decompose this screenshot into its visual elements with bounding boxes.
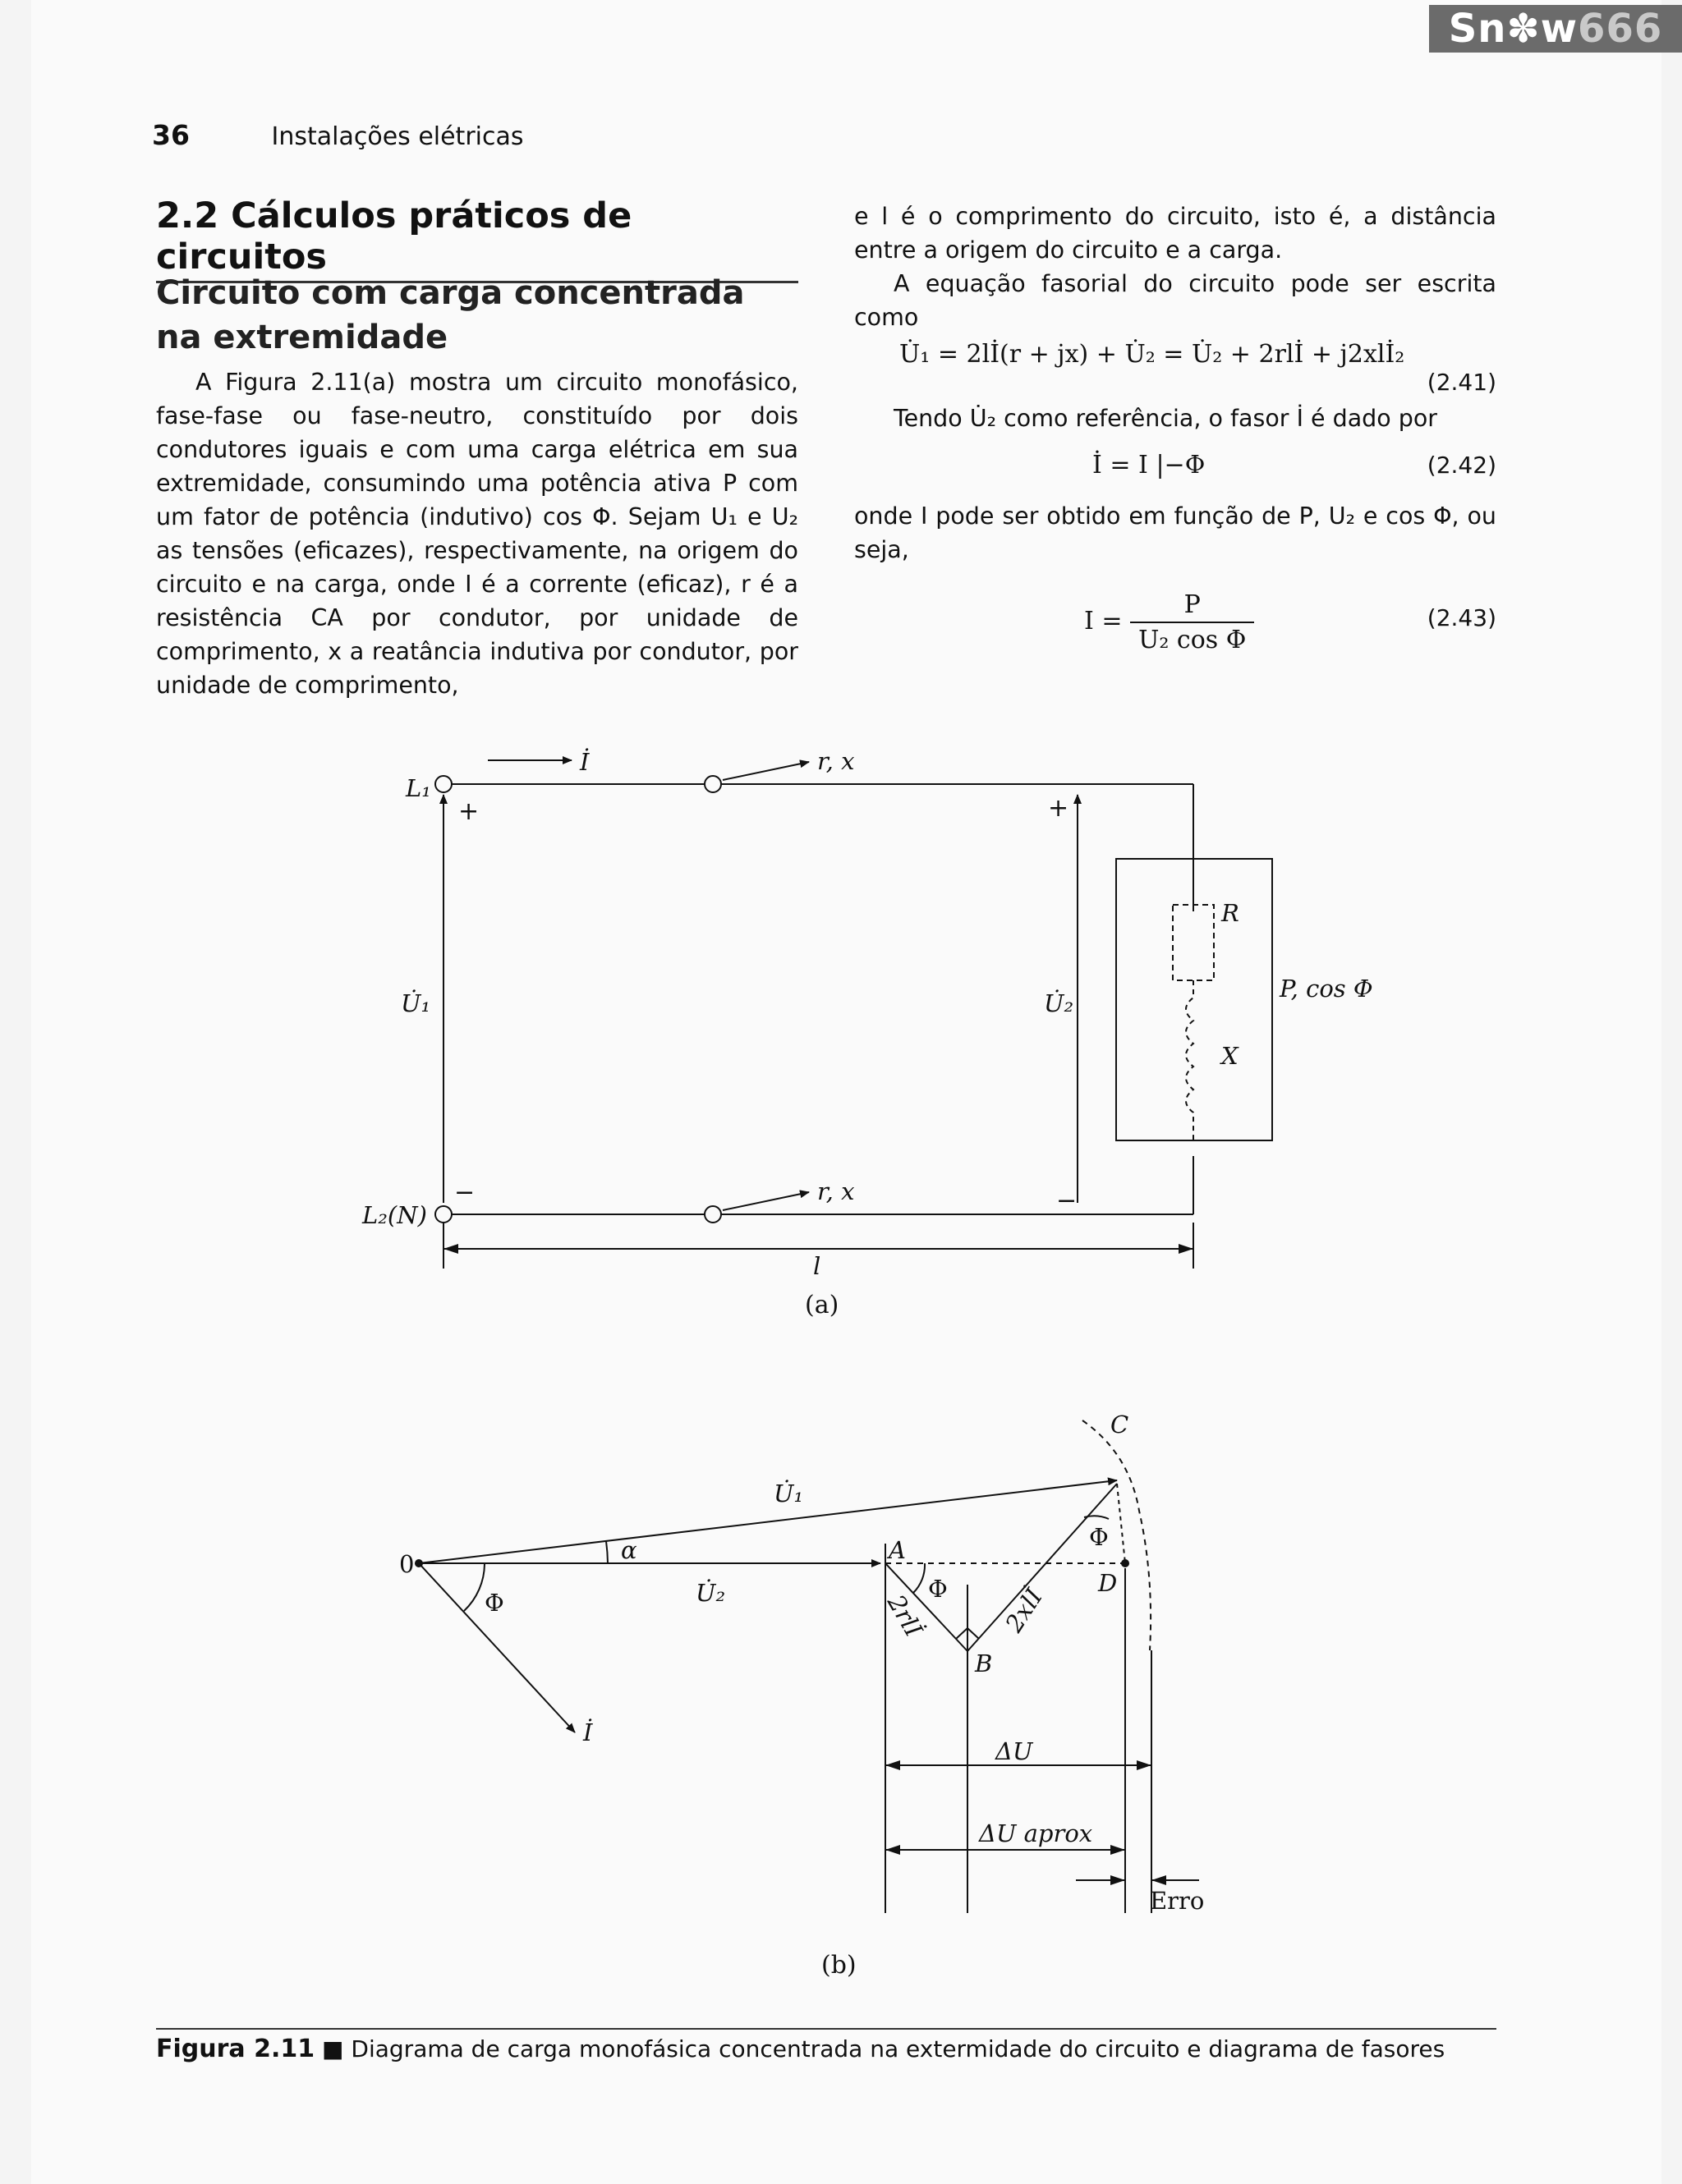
paragraph: Tendo U̇₂ como referência, o fasor İ é dado por — [894, 405, 1438, 432]
equation-number: (2.41) — [1427, 369, 1496, 396]
equation-number: (2.42) — [1427, 452, 1496, 479]
label-origin: 0 — [399, 1550, 415, 1578]
section-title: 2.2 Cálculos práticos de circuitos — [156, 195, 798, 283]
watermark-logo: Sn✽w666 — [1429, 5, 1682, 53]
node-top — [705, 776, 721, 792]
label-L1: L₁ — [406, 774, 431, 802]
inductor-X — [1186, 980, 1193, 1140]
caption-text: Diagrama de carga monofásica concentrada na extermidade do circuito e diagrama de fasores — [351, 2035, 1445, 2062]
angle-phi-origin — [464, 1563, 485, 1611]
subsection-title: Circuito com carga concentrada na extremidade — [156, 274, 745, 356]
label-rx-bottom: r, x — [817, 1177, 855, 1205]
label-L2N: L₂(N) — [362, 1201, 427, 1229]
label-U1: U̇₁ — [774, 1480, 804, 1507]
phasor-U1 — [419, 1480, 1117, 1563]
paragraph: A Figura 2.11(a) mostra um circuito monofásico, fase-fase ou fase-neutro, constituído por dois condutores iguais e com uma carga elétrica em sua extremidade, consumindo uma potência ativa P com um fator de potência (indutivo) cos Φ. Sejam U₁ e U₂ as tensões (eficazes), respectivamente, na origem do circuito e na carga, onde I é a corrente (eficaz), r é a resistência CA por condutor, por unidade de comprimento, x a reatância indutiva por condutor, por unidade de comprimento, — [156, 369, 798, 699]
running-title: Instalações elétricas — [271, 122, 524, 151]
circuit-labels — [361, 747, 1373, 1280]
label-xlI: 2xlİ — [1000, 1583, 1049, 1637]
label-phi-A: Φ — [928, 1575, 948, 1603]
equation-expression: İ = I |−Φ — [1092, 451, 1206, 479]
dashed-CD — [1117, 1484, 1125, 1563]
eq-lhs: I = — [1084, 607, 1123, 635]
equation-expression: U̇₁ = 2lİ(r + jx) + U̇₂ = U̇₂ + 2rlİ + j2xlİ₂ — [899, 340, 1405, 369]
label-U2: U̇₂ — [1044, 989, 1074, 1017]
paragraph: e l é o comprimento do circuito, isto é, a distância entre a origem do circuito e a carga. — [854, 203, 1496, 264]
label-length: l — [813, 1252, 821, 1280]
figure-caption — [156, 2028, 1496, 2063]
fraction-numerator: P — [1130, 588, 1254, 623]
drop-xlI — [967, 1484, 1117, 1651]
minus-sign-U1: − — [454, 1178, 476, 1207]
label-I: İ — [583, 1718, 593, 1746]
paragraph: onde I pode ser obtido em função de P, U₂ e cos Φ, ou seja, — [854, 502, 1496, 563]
terminal-L2 — [435, 1206, 452, 1223]
label-X: X — [1221, 1042, 1239, 1070]
label-phi-origin: Φ — [485, 1589, 504, 1617]
resistor-R — [1173, 905, 1214, 980]
rx-arrow-top — [723, 762, 809, 780]
label-C: C — [1110, 1411, 1129, 1438]
label-deltaU-aprox: ΔU aprox — [979, 1819, 1093, 1847]
label-A: A — [889, 1536, 906, 1564]
figure-tag-b: (b) — [821, 1951, 857, 1980]
phasor-labels — [399, 1411, 1128, 1847]
label-U2: U̇₂ — [696, 1579, 726, 1607]
angle-phi-A — [913, 1563, 925, 1593]
label-current: İ — [580, 748, 590, 776]
minus-sign-U2: − — [1056, 1186, 1078, 1215]
label-B: B — [975, 1649, 993, 1677]
angle-alpha — [606, 1541, 608, 1563]
rx-arrow-bottom — [723, 1192, 809, 1210]
plus-sign-U2: + — [1048, 794, 1069, 823]
label-phi-C: Φ — [1089, 1523, 1109, 1551]
figure-tag-a: (a) — [805, 1291, 839, 1319]
label-U1: U̇₁ — [401, 989, 431, 1017]
fraction-denominator: U₂ cos Φ — [1138, 626, 1247, 654]
label-deltaU: ΔU — [995, 1737, 1033, 1765]
plus-sign-U1: + — [458, 797, 480, 826]
caption-label: Figura 2.11 — [156, 2035, 315, 2063]
terminal-L1 — [435, 776, 452, 792]
paragraph: A equação fasorial do circuito pode ser escrita como — [854, 270, 1496, 331]
label-rx-top: r, x — [817, 747, 855, 775]
label-erro: Erro — [1150, 1887, 1205, 1915]
node-bottom — [705, 1206, 721, 1223]
equation-number: (2.43) — [1427, 604, 1496, 631]
label-R: R — [1221, 899, 1239, 927]
origin-dot — [416, 1560, 422, 1567]
label-load: P, cos Φ — [1280, 975, 1373, 1003]
page-number: 36 — [152, 119, 190, 151]
caption-bullet: ■ — [322, 2035, 344, 2062]
label-rlI: 2rlİ — [881, 1590, 928, 1642]
label-alpha: α — [621, 1536, 637, 1564]
label-D: D — [1098, 1569, 1118, 1597]
polarity-signs — [454, 794, 1077, 1215]
